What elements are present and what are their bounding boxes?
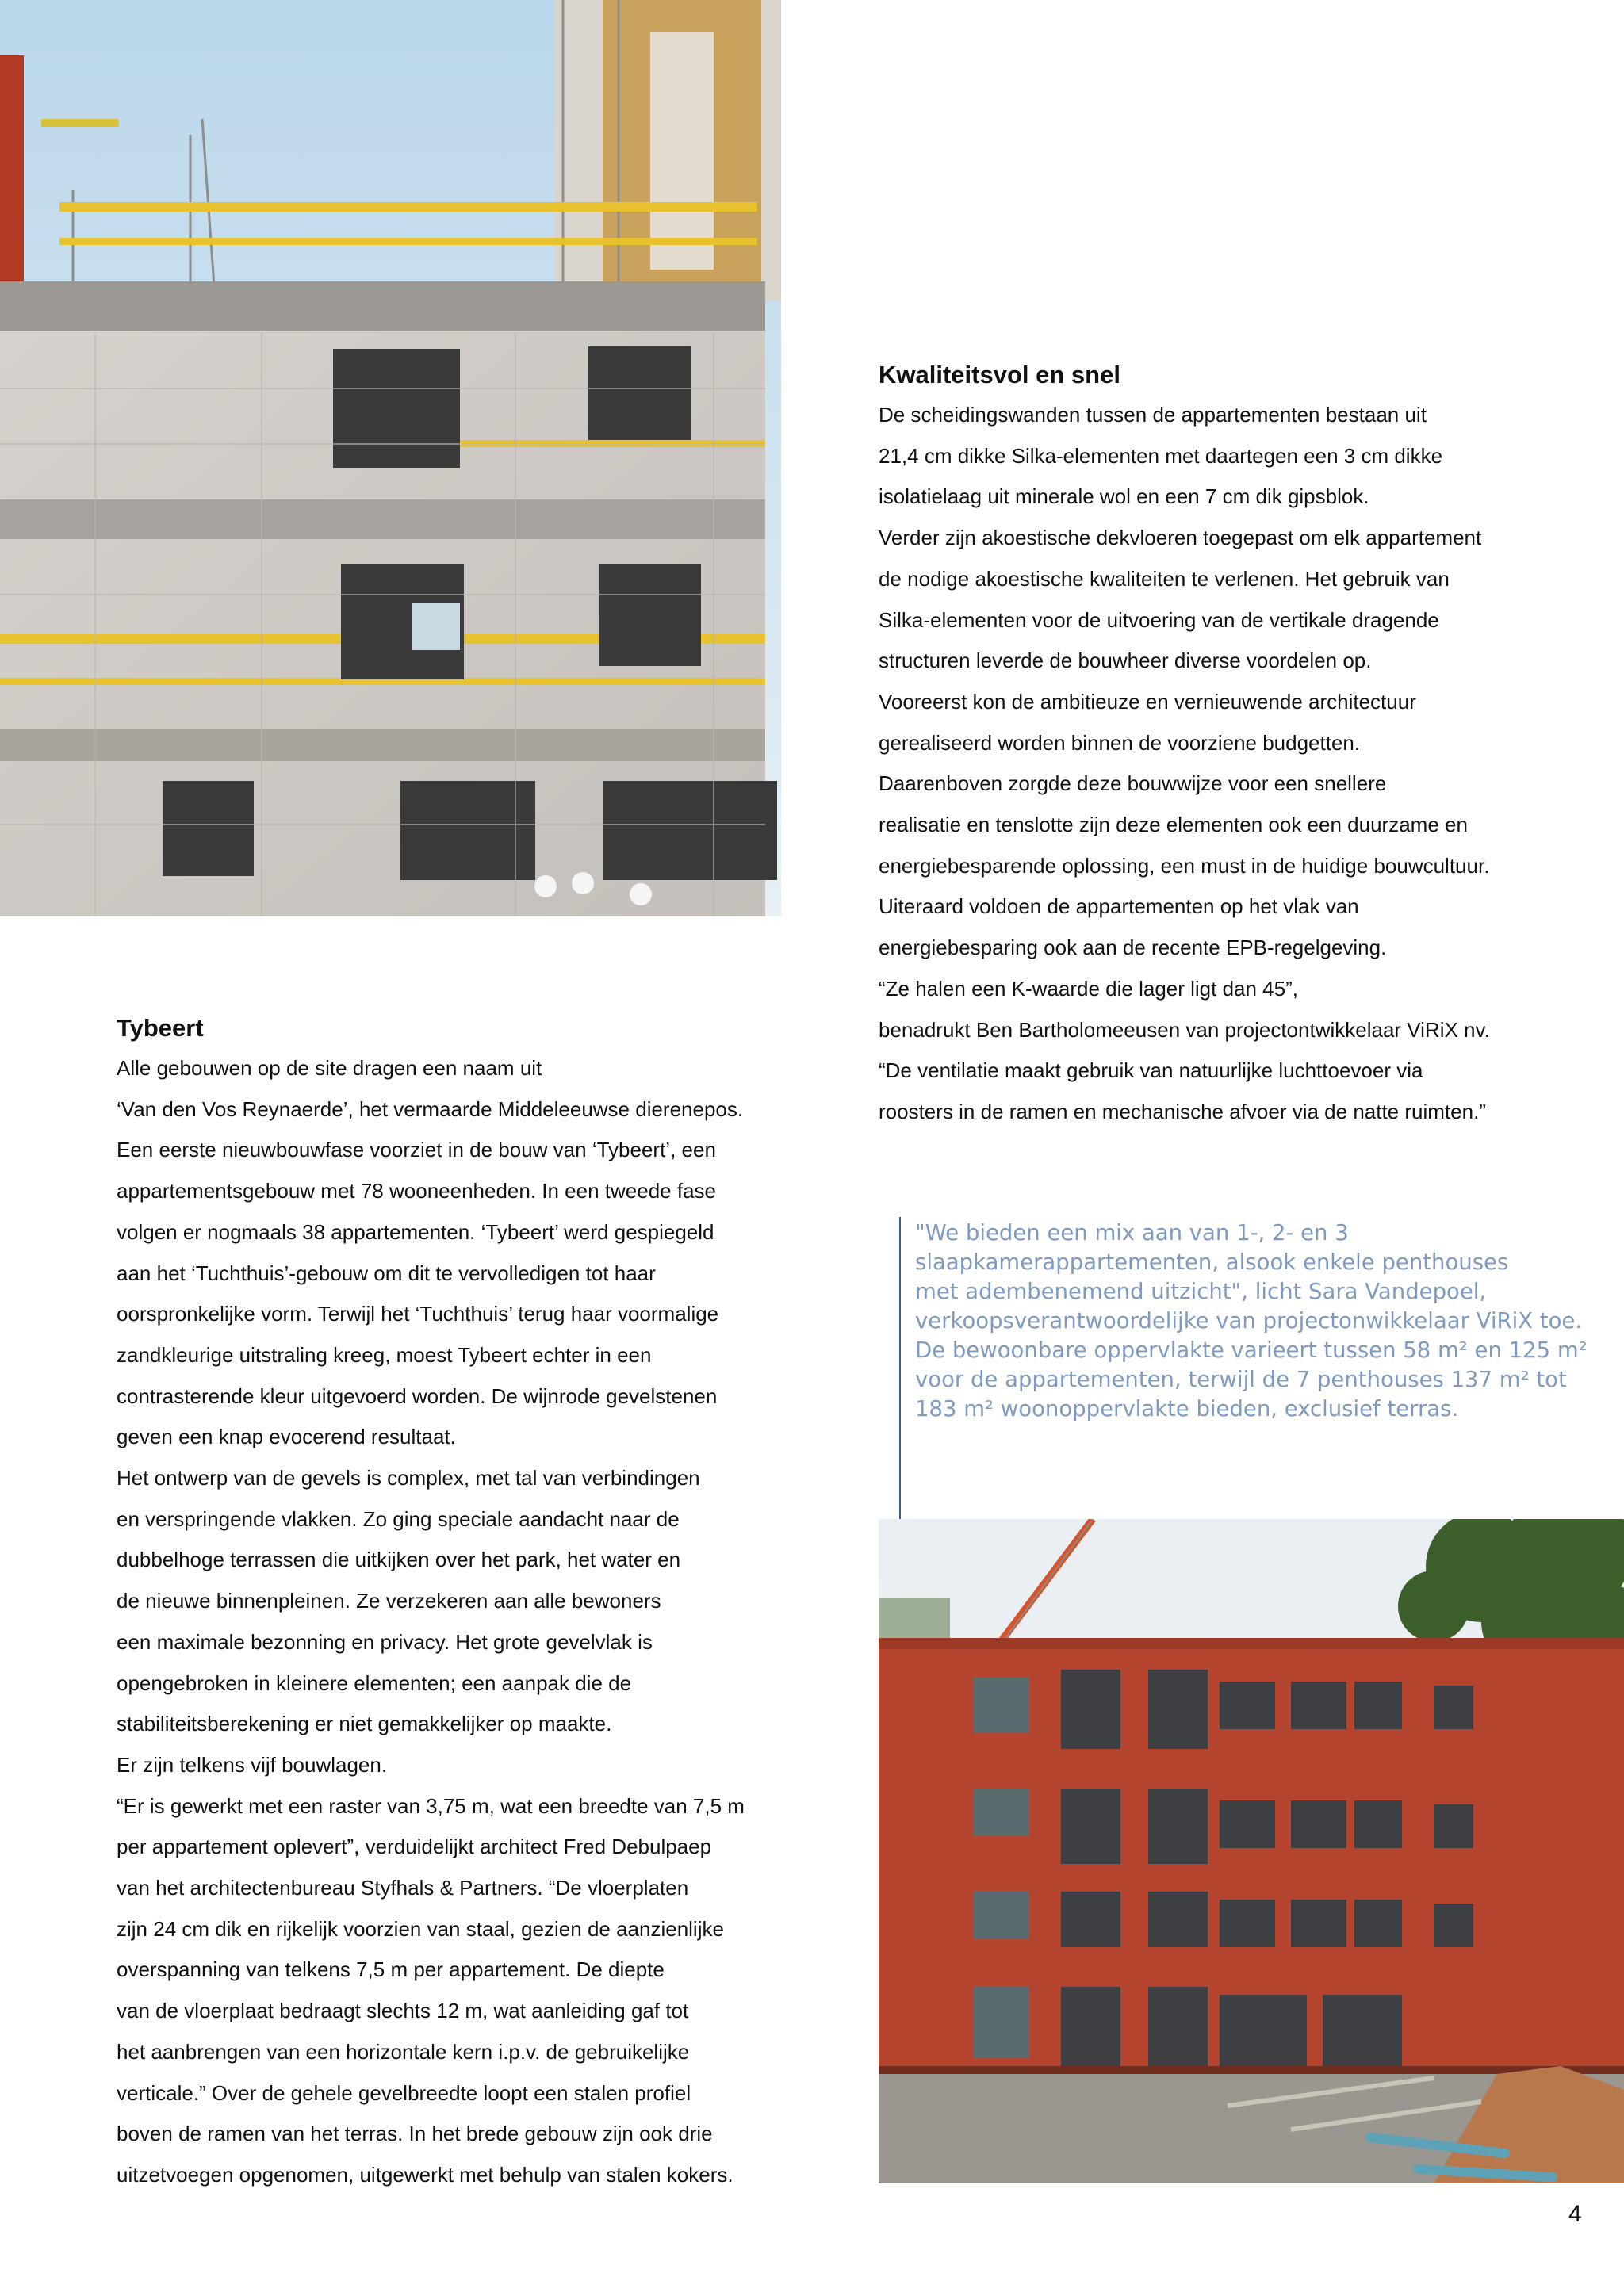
article-column-right [879, 354, 1576, 1133]
page-number: 4 [1568, 2201, 1582, 2227]
body-line: oorspronkelijke vorm. Terwijl het ‘Tuchthuis’ terug haar voormalige [117, 1302, 719, 1326]
body-line: Verder zijn akoestische dekvloeren toegepast om elk appartement [879, 526, 1482, 550]
body-line: benadrukt Ben Bartholomeeusen van projectontwikkelaar ViRiX nv. [879, 1017, 1490, 1042]
pull-quote-line: voor de appartementen, terwijl de 7 penthouses 137 m² tot [915, 1367, 1567, 1392]
body-line: zandkleurige uitstraling kreeg, moest Tybeert echter in een [117, 1342, 652, 1367]
body-line: roosters in de ramen en mechanische afvoer via de natte ruimten.” [879, 1099, 1486, 1123]
body-line: het aanbrengen van een horizontale kern i.p.v. de gebruikelijke [117, 2039, 690, 2064]
article-column-left [117, 1007, 783, 2196]
pull-quote-line: De bewoonbare oppervlakte varieert tussen 58 m² en 125 m² [915, 1337, 1588, 1363]
body-line: overspanning van telkens 7,5 m per appartement. De diepte [117, 1957, 665, 1982]
body-line: ‘Van den Vos Reynaerde’, het vermaarde Middeleeuwse dierenepos. [117, 1096, 744, 1121]
body-line: opengebroken in kleinere elementen; een aanpak die de [117, 1670, 632, 1695]
body-line: energiebesparing ook aan de recente EPB-regelgeving. [879, 936, 1387, 960]
body-line: Uiteraard voldoen de appartementen op het vlak van [879, 894, 1359, 919]
pull-quote [899, 1219, 1597, 1424]
body-line: zijn 24 cm dik en rijkelijk voorzien van staal, gezien de aanzienlijke [117, 1916, 724, 1941]
body-line: 21,4 cm dikke Silka-elementen met daartegen een 3 cm dikke [879, 443, 1443, 468]
brick-building-photo [879, 1519, 1624, 2183]
construction-site-illustration [0, 0, 781, 916]
pull-quote-line: "We bieden een mix aan van 1-, 2- en 3 [915, 1220, 1349, 1246]
body-line: de nieuwe binnenpleinen. Ze verzekeren aan alle bewoners [117, 1589, 661, 1613]
body-line: structuren leverde de bouwheer diverse voordelen op. [879, 649, 1372, 673]
pull-quote-line: verkoopsverantwoordelijke van projectonwikkelaar ViRiX toe. [915, 1308, 1583, 1334]
body-line: Alle gebouwen op de site dragen een naam uit [117, 1056, 542, 1080]
pull-quote-line: met adembenemend uitzicht", licht Sara Vandepoel, [915, 1279, 1487, 1304]
body-line: energiebesparende oplossing, een must in de huidige bouwcultuur. [879, 853, 1490, 878]
body-line: Daarenboven zorgde deze bouwwijze voor een snellere [879, 771, 1387, 796]
pull-quote-line: 183 m² woonoppervlakte bieden, exclusief terras. [915, 1396, 1459, 1422]
brick-building-illustration [879, 1519, 1624, 2183]
body-line: volgen er nogmaals 38 appartementen. ‘Tybeert’ werd gespiegeld [117, 1219, 714, 1244]
body-line: dubbelhoge terrassen die uitkijken over het park, het water en [117, 1548, 681, 1572]
body-line: per appartement oplevert”, verduidelijkt architect Fred Debulpaep [117, 1835, 712, 1859]
section-heading-kwaliteitsvol: Kwaliteitsvol en snel [879, 361, 1120, 388]
body-line: een maximale bezonning en privacy. Het grote gevelvlak is [117, 1629, 653, 1654]
body-line: de nodige akoestische kwaliteiten te verlenen. Het gebruik van [879, 566, 1450, 591]
pull-quote-line: slaapkamerappartementen, alsook enkele penthouses [915, 1249, 1509, 1275]
body-line: Er zijn telkens vijf bouwlagen. [117, 1752, 388, 1777]
body-line: Een eerste nieuwbouwfase voorziet in de bouw van ‘Tybeert’, een [117, 1138, 716, 1162]
body-line: uitzetvoegen opgenomen, uitgewerkt met behulp van stalen kokers. [117, 2162, 733, 2187]
section-heading-tybeert: Tybeert [117, 1014, 204, 1042]
body-line: appartementsgebouw met 78 wooneenheden. In een tweede fase [117, 1179, 716, 1203]
body-line: verticale.” Over de gehele gevelbreedte loopt een stalen profiel [117, 2080, 691, 2105]
body-line: en verspringende vlakken. Zo ging speciale aandacht naar de [117, 1506, 680, 1531]
body-line: isolatielaag uit minerale wol en een 7 cm dik gipsblok. [879, 484, 1369, 509]
body-line: “Ze halen een K-waarde die lager ligt dan 45”, [879, 976, 1298, 1001]
body-line: realisatie en tenslotte zijn deze elementen ook een duurzame en [879, 813, 1468, 837]
body-line: stabiliteitsberekening er niet gemakkelijker op maakte. [117, 1712, 612, 1736]
body-line: geven een knap evocerend resultaat. [117, 1425, 456, 1449]
body-line: aan het ‘Tuchthuis’-gebouw om dit te vervolledigen tot haar [117, 1261, 656, 1285]
body-line: “De ventilatie maakt gebruik van natuurlijke luchttoevoer via [879, 1058, 1423, 1083]
body-line: van het architectenbureau Styfhals & Partners. “De vloerplaten [117, 1876, 689, 1900]
body-line: Vooreerst kon de ambitieuze en vernieuwende architectuur [879, 689, 1416, 714]
body-line: “Er is gewerkt met een raster van 3,75 m, wat een breedte van 7,5 m [117, 1793, 745, 1818]
body-line: boven de ramen van het terras. In het brede gebouw zijn ook drie [117, 2122, 713, 2146]
body-line: De scheidingswanden tussen de appartementen bestaan uit [879, 403, 1427, 427]
construction-site-photo [0, 0, 781, 916]
body-line: Silka-elementen voor de uitvoering van de vertikale dragende [879, 607, 1439, 632]
body-line: Het ontwerp van de gevels is complex, met tal van verbindingen [117, 1466, 700, 1490]
body-line: contrasterende kleur uitgevoerd worden. De wijnrode gevelstenen [117, 1383, 718, 1408]
body-line: van de vloerplaat bedraagt slechts 12 m, wat aanleiding gaf tot [117, 1999, 689, 2023]
body-line: gerealiseerd worden binnen de voorziene budgetten. [879, 730, 1361, 755]
